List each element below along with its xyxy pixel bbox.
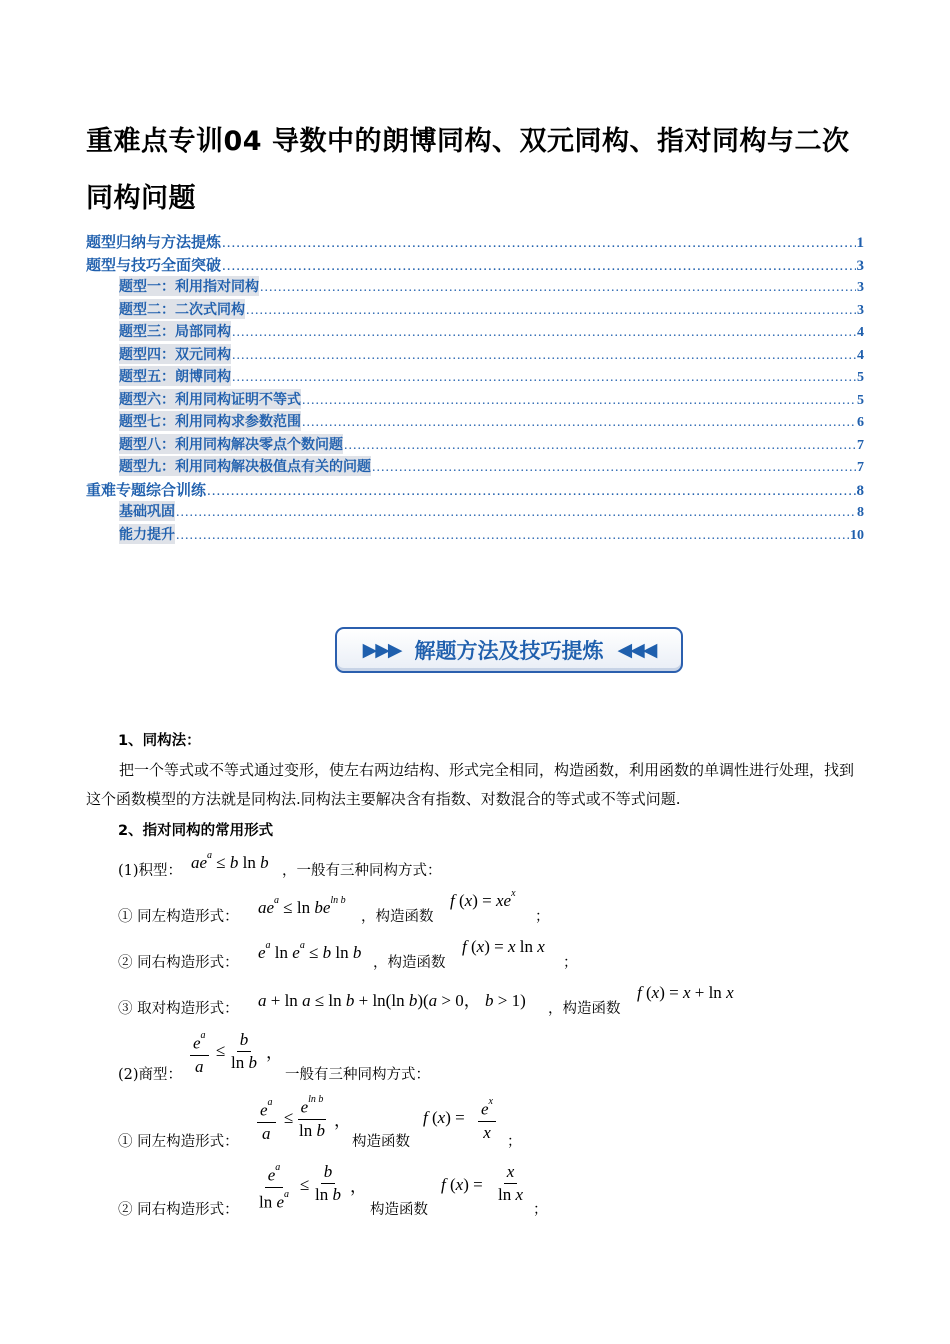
toc-entry-label[interactable]: 题型与技巧全面突破 [86,255,222,274]
same-left-formula: $ae^a \le \ln be^{ln b}$ [258,895,346,917]
toc-entry-page[interactable]: 6 [857,415,864,430]
q1-fn-name: f (x) = [423,1108,465,1127]
q2-construct-label: 构造函数 [370,1202,428,1218]
q1-lhs: $\frac{e^a}{a}$ [257,1097,276,1144]
right-arrows-icon: ▶▶▶ [362,639,401,661]
q2-fn-frac: $\frac{x}{\text{ln x}}$ [498,1162,524,1204]
toc-entry[interactable] [86,344,864,367]
toc-entry-page[interactable]: 3 [857,302,864,318]
toc-leader-dots [222,258,855,275]
toc-entry-label[interactable]: 题型三：局部同构 [119,321,231,341]
toc-entry[interactable] [86,501,864,524]
quotient-le: ≤ [216,1041,226,1060]
semicolon-1: ； [535,909,550,925]
q1-construct-label: 构造函数 [352,1134,410,1150]
q2-rhs: $\frac{b}{\text{ln b}}$ [315,1162,341,1204]
toc-entry-label[interactable]: 题型七：利用同构求参数范围 [119,411,301,431]
quotient-comma: ， [266,1043,283,1062]
toc-entry-label[interactable]: 题型四：双元同构 [119,344,231,364]
section-heading-2: 2、指对同构的常用形式 [118,823,274,839]
toc-entry-page[interactable]: 8 [857,505,864,520]
quotient-lhs: $\frac{e^a}{a}$ [190,1030,209,1077]
toc-entry-label[interactable]: 题型五：朗博同构 [119,366,231,386]
toc-leader-dots [260,280,856,296]
toc-entry-page[interactable]: 8 [856,482,864,499]
same-right-formula: $e^a$ $\ln e^a \le b$ ln b [258,940,362,962]
construct-fn-1: f $(x) = xe^x$ [450,888,516,910]
q2-semicolon: ； [533,1202,548,1218]
toc-entry-page[interactable]: 3 [856,257,864,274]
toc-entry[interactable] [86,321,864,344]
q2-lhs: $\frac{e^a}{\ln e^a}$ [259,1162,290,1212]
toc-entry-label[interactable]: 基础巩固 [119,501,175,521]
toc-entry-page[interactable]: 10 [850,527,864,543]
quotient-tail: 一般有三种同构方式： [285,1067,430,1083]
q2-le: ≤ [300,1175,310,1194]
product-label: (1)积型： [118,863,183,879]
toc-entry-label[interactable]: 题型六：利用同构证明不等式 [119,389,301,409]
same-right-label: ② 同右构造形式： [118,955,239,971]
toc-entry[interactable] [86,411,864,434]
toc-entry-page[interactable]: 7 [857,460,864,475]
toc-entry-page[interactable]: 1 [856,235,864,251]
toc-entry-label[interactable]: 题型二：二次式同构 [119,299,245,319]
toc-entry-label[interactable]: 题型一：利用指对同构 [119,276,259,296]
toc-entry-label[interactable]: 能力提升 [119,524,175,544]
toc-entry-label[interactable]: 重难专题综合训练 [86,480,207,499]
toc-entry-page[interactable]: 7 [857,437,864,453]
toc-leader-dots [246,303,856,319]
quotient-label: (2)商型： [118,1067,183,1083]
semicolon-2: ； [563,955,578,971]
q1-rhs: $\frac{e^{ln b}}{\text{ln b}}$ [299,1094,325,1140]
toc-entry[interactable] [86,479,864,502]
construct-label-1: ，构造函数 [361,909,434,925]
banner-title: 解题方法及技巧提炼 [414,639,604,663]
take-log-formula: a + ln a ≤ ln b + ln(ln b)(a > 0， b > 1) [258,991,526,1010]
toc-leader-dots [302,415,856,431]
product-formula: $ae^a \le b$ ln b [191,850,269,872]
q2-fn-name: f (x) = [441,1175,483,1194]
construct-fn-2: f (x) = x ln x [462,937,545,956]
toc-leader-dots [232,325,856,341]
q1-semicolon: ； [507,1134,522,1150]
toc-leader-dots [302,393,856,409]
q-same-left-label: ① 同左构造形式： [118,1134,239,1150]
construct-label-2: ，构造函数 [373,955,446,971]
construct-label-3: ，构造函数 [548,1001,621,1017]
toc-entry[interactable] [86,524,864,547]
section-heading-1: 1、同构法： [118,733,201,749]
toc-entry-page[interactable]: 5 [857,370,864,385]
toc-entry[interactable] [86,276,864,299]
q1-comma: ， [334,1111,351,1130]
q2-comma: ， [350,1177,367,1196]
toc-entry[interactable] [86,434,864,457]
toc-entry-page[interactable]: 5 [857,392,864,408]
toc-entry[interactable] [86,299,864,322]
same-left-label: ① 同左构造形式： [118,909,239,925]
toc-entry[interactable] [86,456,864,479]
toc-leader-dots [232,348,856,364]
toc-entry[interactable] [86,366,864,389]
toc-leader-dots [232,370,856,386]
toc-leader-dots [222,235,855,252]
table-of-contents [86,231,864,546]
toc-entry-page[interactable]: 4 [857,325,864,340]
toc-leader-dots [344,438,856,454]
left-arrows-icon: ◀◀◀ [617,639,656,661]
toc-entry[interactable] [86,389,864,412]
toc-entry-page[interactable]: 3 [857,280,864,295]
take-log-label: ③ 取对构造形式： [118,1001,239,1017]
toc-entry-page[interactable]: 4 [857,347,864,363]
q1-le: ≤ [284,1108,294,1127]
toc-entry[interactable] [86,254,864,277]
toc-leader-dots [176,528,849,544]
toc-leader-dots [372,460,856,476]
toc-leader-dots [207,483,855,500]
page-title: 重难点专训04 导数中的朗博同构、双元同构、指对同构与二次同构问题 [86,126,850,214]
toc-entry[interactable] [86,231,864,254]
q1-fn-frac: $\frac{e^x}{x}$ [478,1096,496,1143]
section-banner [335,627,683,673]
q-same-right-label: ② 同右构造形式： [118,1202,239,1218]
toc-entry-label[interactable]: 题型八：利用同构解决零点个数问题 [119,434,343,454]
toc-entry-label[interactable]: 题型归纳与方法提炼 [86,233,222,251]
construct-fn-3: f (x) = x + ln x [637,983,734,1002]
toc-leader-dots [176,505,856,521]
section-body-1: 把一个等式或不等式通过变形，使左右两边结构、形式完全相同，构造函数，利用函数的单调性进行处理，找到这个函数模型的方法就是同构法.同构法主要解决含有指数、对数混合的等式或不等式问题. [86,761,855,808]
quotient-rhs: $\frac{b}{\text{ln b}}$ [231,1030,257,1072]
toc-entry-label[interactable]: 题型九：利用同构解决极值点有关的问题 [119,456,371,476]
product-tail: ，一般有三种同构方式： [282,863,442,879]
